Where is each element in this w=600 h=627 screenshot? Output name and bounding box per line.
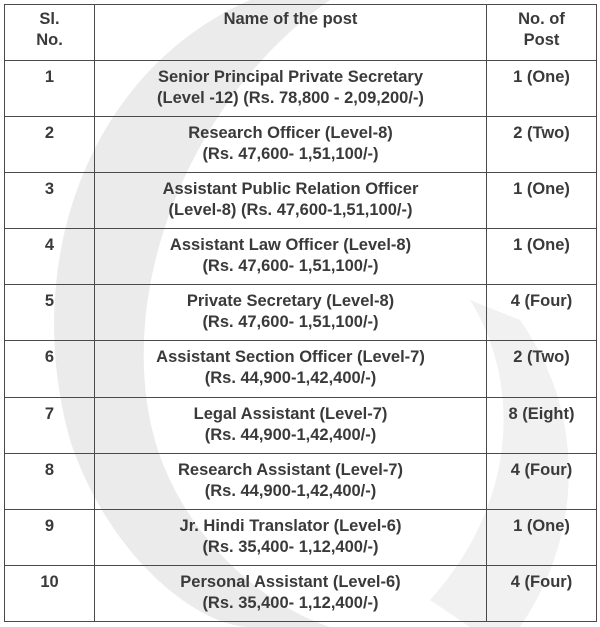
post-name-cell (95, 565, 487, 621)
post-pay: (Rs. 47,600- 1,51,100/-) (202, 257, 379, 276)
post-count-cell: 4 (Four) (487, 565, 597, 621)
post-name: Research Officer (Level-8) (188, 124, 393, 143)
header-row (5, 5, 597, 61)
post-count-cell: 2 (Two) (487, 341, 597, 397)
post-name-cell (95, 117, 487, 173)
header-serial-line2: No. (36, 31, 63, 49)
header-serial (5, 5, 95, 61)
post-name-cell (95, 173, 487, 229)
post-pay: (Rs. 35,400- 1,12,400/-) (202, 537, 379, 556)
header-count (487, 5, 597, 61)
post-pay: (Level -12) (Rs. 78,800 - 2,09,200/-) (157, 89, 424, 107)
header-count-line2: Post (523, 31, 560, 49)
post-name-cell (95, 509, 487, 565)
serial-cell: 9 (5, 509, 95, 565)
post-name: Legal Assistant (Level-7) (193, 404, 388, 423)
post-name: Assistant Public Relation Officer (162, 180, 419, 199)
post-count-cell: 1 (One) (487, 509, 597, 565)
serial-cell: 6 (5, 341, 95, 397)
post-name: Assistant Section Officer (Level-7) (156, 348, 425, 367)
table-row (5, 61, 597, 117)
post-name-cell (95, 397, 487, 453)
table-row (5, 341, 597, 397)
table-row (5, 173, 597, 229)
post-pay: (Rs. 47,600- 1,51,100/-) (202, 145, 379, 164)
header-serial-line1: Sl. (39, 10, 60, 28)
serial-cell: 5 (5, 285, 95, 341)
post-name: Jr. Hindi Translator (Level-6) (179, 516, 402, 535)
header-name: Name of the post (95, 5, 487, 61)
serial-cell: 4 (5, 229, 95, 285)
header-count-line1: No. of (518, 10, 565, 28)
table-row (5, 509, 597, 565)
serial-cell: 1 (5, 61, 95, 117)
post-name-cell (95, 453, 487, 509)
post-name: Private Secretary (Level-8) (186, 292, 395, 311)
post-count-cell: 4 (Four) (487, 453, 597, 509)
post-count-cell: 1 (One) (487, 229, 597, 285)
post-count-cell: 1 (One) (487, 61, 597, 117)
post-pay: (Rs. 47,600- 1,51,100/-) (202, 313, 379, 332)
post-name-cell (95, 285, 487, 341)
post-name-cell (95, 61, 487, 117)
table-row (5, 117, 597, 173)
post-name: Personal Assistant (Level-6) (180, 572, 401, 591)
serial-cell: 8 (5, 453, 95, 509)
table-row (5, 229, 597, 285)
table-row (5, 397, 597, 453)
post-name: Senior Principal Private Secretary (157, 68, 424, 86)
post-pay: (Rs. 35,400- 1,12,400/-) (202, 593, 379, 612)
post-name-cell (95, 341, 487, 397)
post-pay: (Rs. 44,900-1,42,400/-) (204, 369, 377, 388)
post-name-cell (95, 229, 487, 285)
post-count-cell: 4 (Four) (487, 285, 597, 341)
post-count-cell: 8 (Eight) (487, 397, 597, 453)
table-row (5, 453, 597, 509)
serial-cell: 3 (5, 173, 95, 229)
serial-cell: 2 (5, 117, 95, 173)
post-count-cell: 1 (One) (487, 173, 597, 229)
post-count-cell: 2 (Two) (487, 117, 597, 173)
table-row (5, 285, 597, 341)
serial-cell: 10 (5, 565, 95, 621)
post-name: Research Assistant (Level-7) (178, 460, 403, 479)
post-name: Assistant Law Officer (Level-8) (169, 236, 412, 255)
post-pay: (Rs. 44,900-1,42,400/-) (204, 425, 377, 444)
posts-table (4, 4, 597, 622)
post-pay: (Rs. 44,900-1,42,400/-) (204, 481, 377, 500)
post-pay: (Level-8) (Rs. 47,600-1,51,100/-) (168, 201, 413, 220)
table-row (5, 565, 597, 621)
serial-cell: 7 (5, 397, 95, 453)
